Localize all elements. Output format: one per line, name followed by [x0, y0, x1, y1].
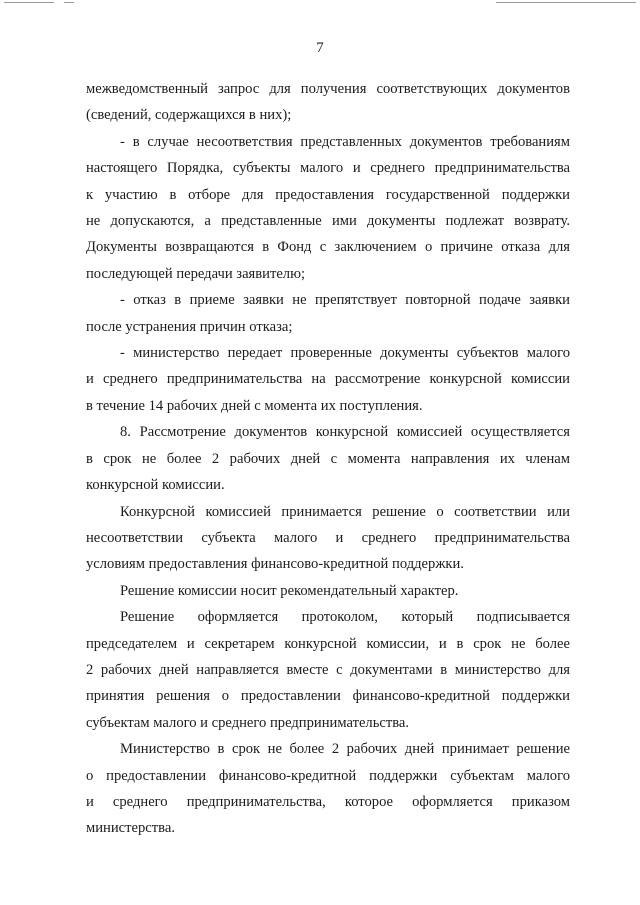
- text-line: - отказ в приеме заявки не препятствует повторной подаче заявки: [120, 292, 570, 309]
- page-number: 7: [316, 40, 324, 56]
- text-line: субъектам малого и среднего предпринимательства.: [86, 714, 410, 731]
- scan-edge-mark: [64, 2, 74, 3]
- text-line: Министерство в срок не более 2 рабочих дней принимает решение: [120, 741, 570, 758]
- text-line: председателем и секретарем конкурсной комиссии, и в срок не более: [86, 635, 570, 652]
- text-line: Решение оформляется протоколом, который подписывается: [120, 609, 570, 626]
- text-line: последующей передачи заявителю;: [86, 265, 306, 282]
- text-line: Конкурсной комиссией принимается решение о соответствии или: [120, 503, 570, 520]
- document-body: [86, 76, 570, 842]
- text-line: в течение 14 рабочих дней с момента их поступления.: [86, 397, 423, 414]
- text-line: о предоставлении финансово-кредитной поддержки субъектам малого: [86, 767, 570, 784]
- text-line: не допускаются, а представленные ими документы подлежат возврату.: [86, 213, 570, 230]
- text-line: после устранения причин отказа;: [86, 318, 293, 335]
- scan-edge-mark: [4, 2, 54, 3]
- text-line: принятия решения о предоставлении финансово-кредитной поддержки: [86, 688, 570, 705]
- text-line: Решение комиссии носит рекомендательный характер.: [120, 582, 459, 599]
- text-line: к участию в отборе для предоставления государственной поддержки: [86, 186, 570, 203]
- text-line: несоответствии субъекта малого и среднего предпринимательства: [86, 529, 570, 546]
- text-line: - министерство передает проверенные документы субъектов малого: [120, 345, 570, 362]
- text-line: - в случае несоответствия представленных документов требованиям: [120, 133, 570, 150]
- text-line: конкурсной комиссии.: [86, 477, 225, 494]
- text-line: 2 рабочих дней направляется вместе с документами в министерство для: [86, 661, 570, 678]
- text-line: в срок не более 2 рабочих дней с момента направления их членам: [86, 450, 570, 467]
- scan-edge-mark: [496, 2, 636, 3]
- text-line: и среднего предпринимательства на рассмотрение конкурсной комиссии: [86, 371, 570, 388]
- text-line: условиям предоставления финансово-кредитной поддержки.: [86, 556, 464, 573]
- text-line: (сведений, содержащихся в них);: [86, 107, 292, 124]
- text-line: Документы возвращаются в Фонд с заключением о причине отказа для: [86, 239, 570, 256]
- text-line: 8. Рассмотрение документов конкурсной комиссией осуществляется: [120, 424, 570, 441]
- text-line: министерства.: [86, 820, 175, 837]
- text-line: настоящего Порядка, субъекты малого и среднего предпринимательства: [86, 160, 570, 177]
- text-line: межведомственный запрос для получения соответствующих документов: [86, 81, 570, 97]
- text-line: и среднего предпринимательства, которое оформляется приказом: [86, 793, 570, 810]
